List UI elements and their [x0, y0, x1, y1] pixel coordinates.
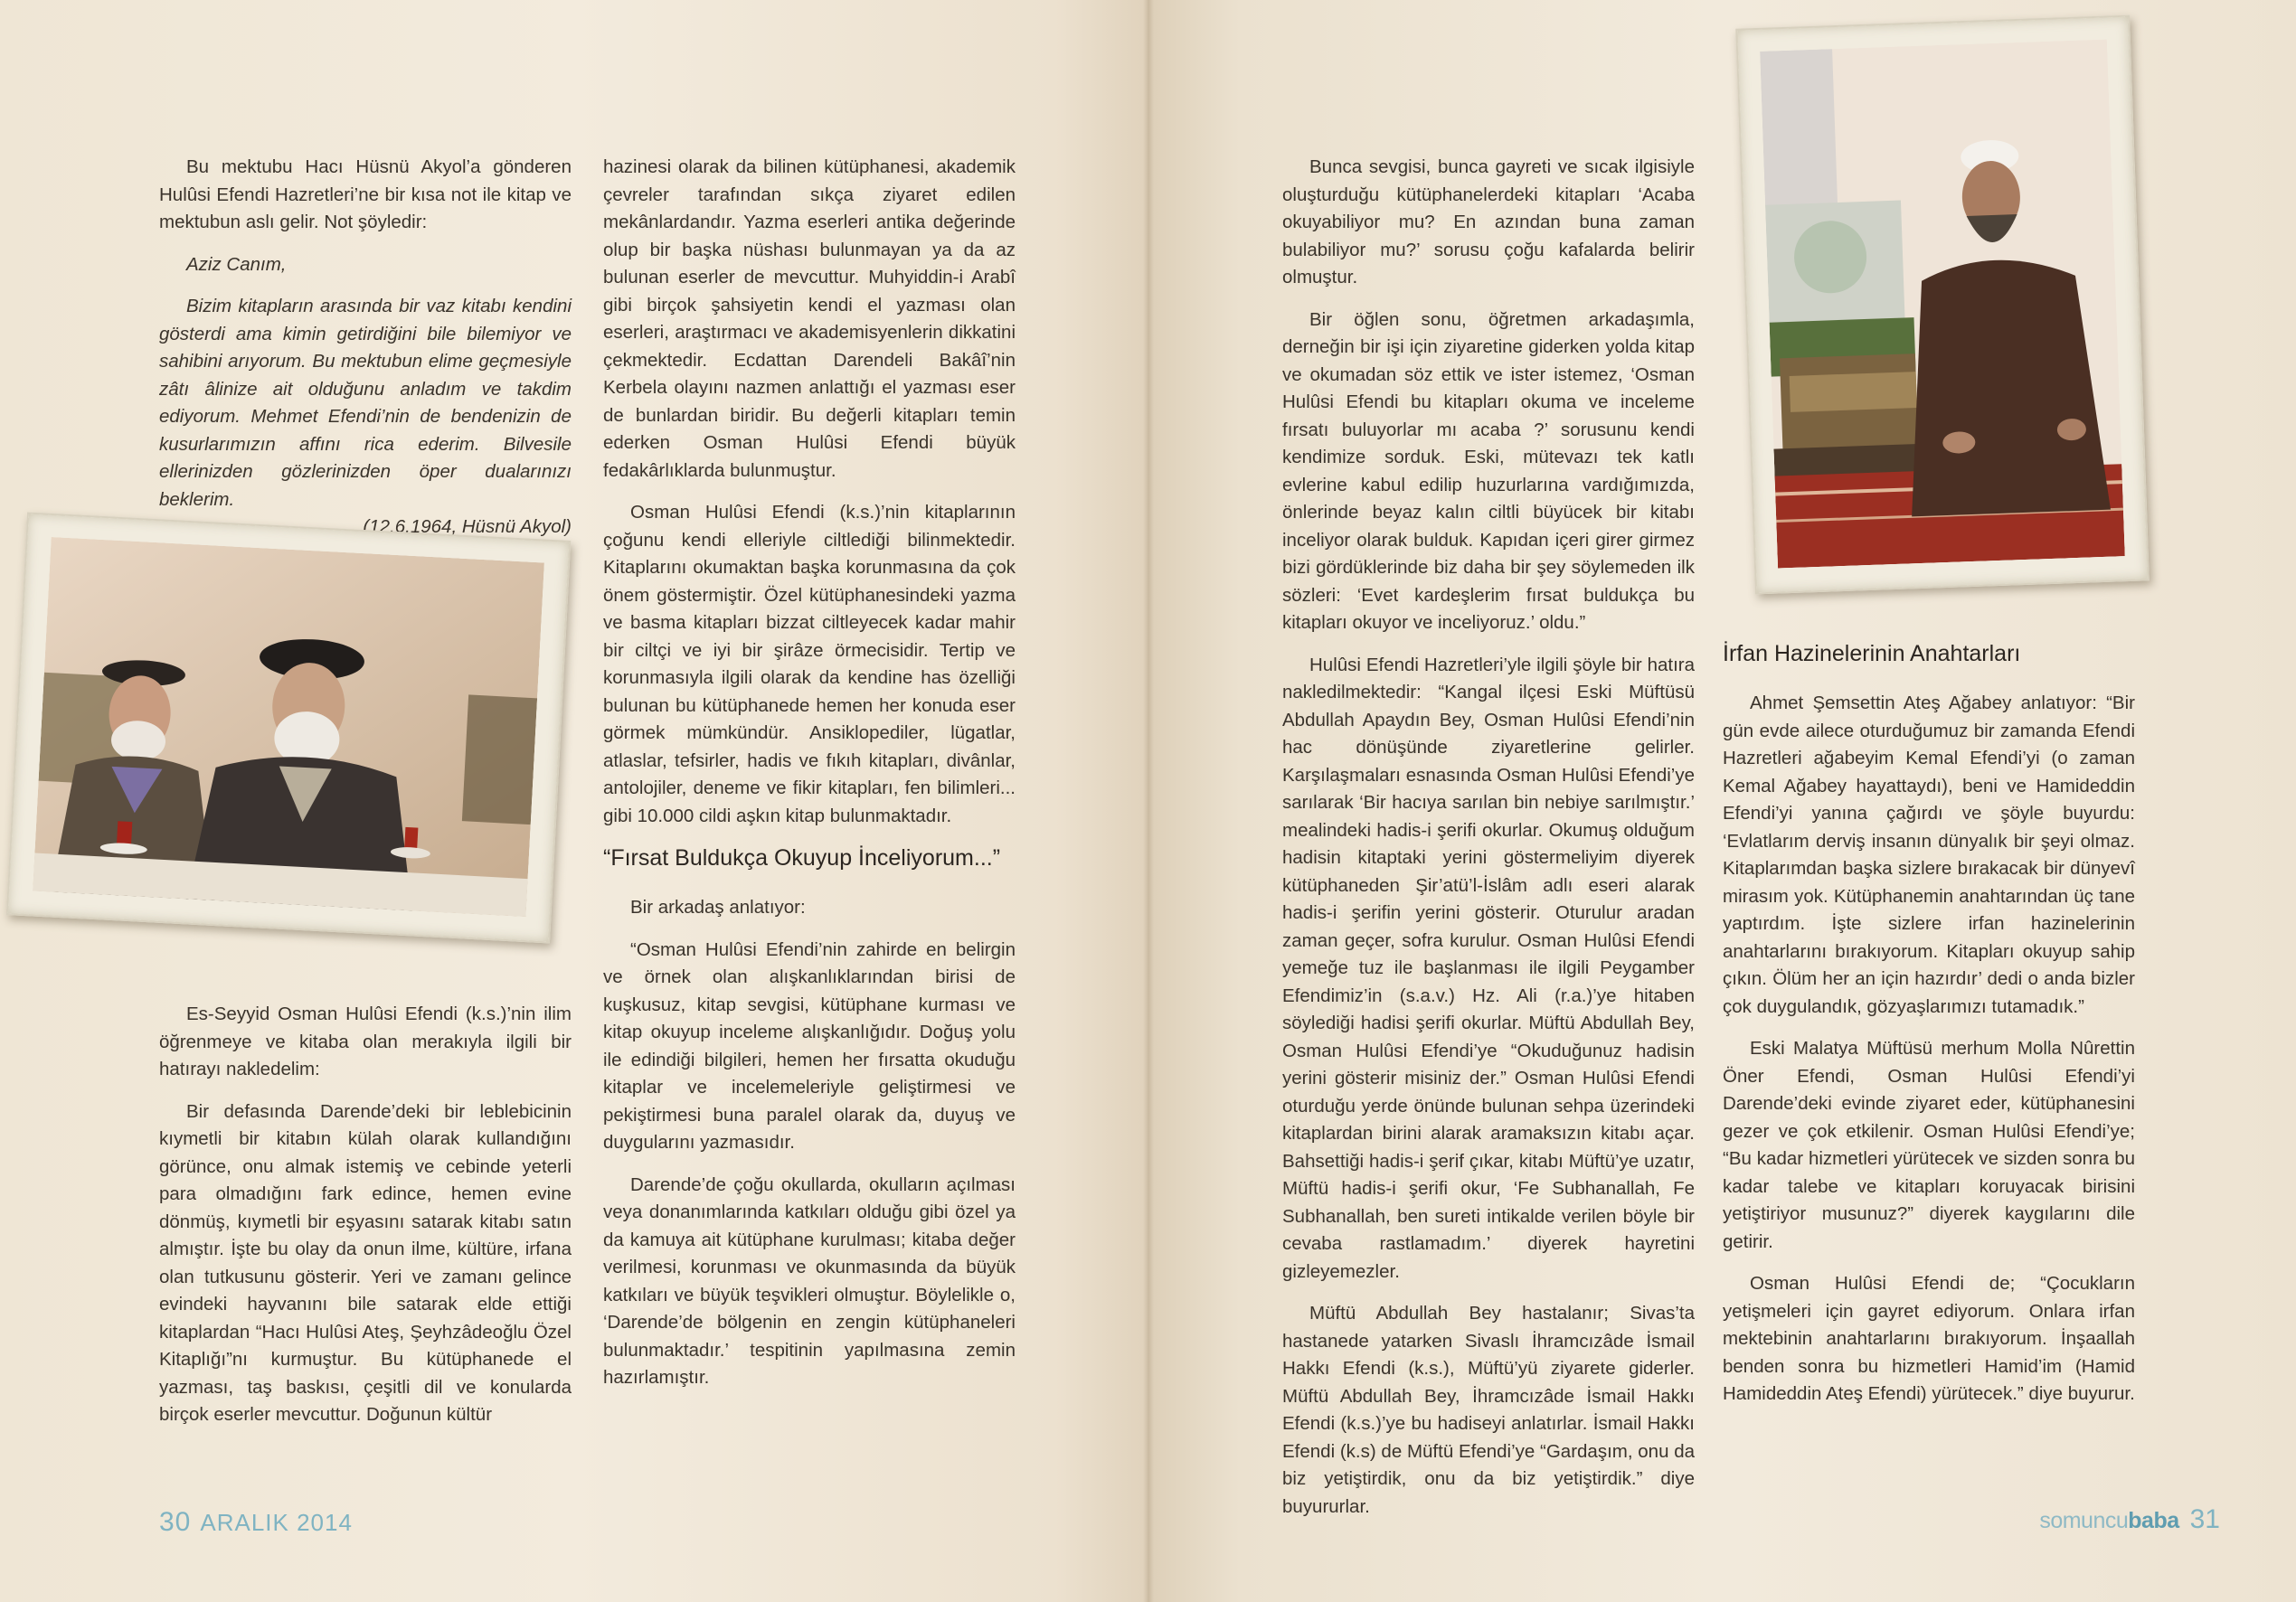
photo-two-men-frame	[6, 513, 572, 944]
paragraph: Ahmet Şemsettin Ateş Ağabey anlatıyor: “Bir gün evde ailece oturduğumuz bir zamanda Efendi Hazretleri ağabeyim Kemal Efendi’yi (o zaman Kemal Ağabey hayattaydı), beni ve Hamideddin Efendi’yi yanına çağırdı ve şöyle buyurdu: ‘Evlatlarım derviş insanın dünyalık bir şeyi olmaz. Kitaplarımdan başka sizlere bırakacak bir dünyevî mirasım yok. Kütüphanemin anahtarından üç tane yaptırdım. İşte sizlere irfan hazinelerinin anahtarlarını bırakıyorum. Kitapları okuyup sahip çıkın. Ölüm her an için hazırdır’ dedi o anda bizler çok duygulandık, gözyaşlarımızı tutamadık.”	[1723, 693, 2135, 1017]
left-col1-top	[159, 154, 572, 556]
photo-seated-man	[1760, 39, 2125, 568]
photo-seated-man-frame	[1735, 15, 2150, 595]
paragraph: hazinesi olarak da bilinen kütüphanesi, akademik çevreler tarafından sıkça ziyaret edilen mekânlardandır. Yazma eserleri antika değerinde olup bir başka nüshası bulunmayan ya da az bulunan eserler de mevcuttur. Muhyiddin-i Arabî gibi birçok şahsiyetin kendi el yazması olan eserleri, araştırmacı ve akademisyenlerin dikkatini çekmektedir. Ecdattan Darendeli Bakâî’nin Kerbela olayını nazmen anlattığı el yazması eser de bunlardan biridir. Bu değerli kitapları temin ederken Osman Hulûsi Efendi büyük fedakârlıklarda bulunmuştur.	[603, 156, 1016, 481]
logo-light: somuncu	[2039, 1508, 2129, 1533]
issue-date: ARALIK 2014	[200, 1509, 353, 1536]
folio-right	[2039, 1504, 2220, 1535]
letter-signature: (12.6.1964, Hüsnü Akyol)	[363, 516, 572, 537]
right-col2	[1723, 631, 2135, 1423]
paragraph: “Osman Hulûsi Efendi’nin zahirde en belirgin ve örnek olan alışkanlıklarından birisi de kuşkusuz, kitap sevgisi, kütüphane kurması ve kitap okuyup inceleme alışkanlığıdır. Doğuş yolu ile edindiği bilgileri, hemen her fırsatta okuduğu kitaplar ve incelemeleriyle geliştirmesi ve pekiştirmesi buna paralel olarak da, duyuş ve duygularını yazmasıdır.	[603, 938, 1016, 1153]
logo-bold: baba	[2128, 1508, 2179, 1533]
paragraph: Es-Seyyid Osman Hulûsi Efendi (k.s.)’nin ilim öğrenmeye ve kitaba olan merakıyla ilgili bir hatırayı nakledelim:	[159, 1004, 572, 1079]
gutter	[1143, 0, 1154, 1602]
section-heading: İrfan Hazinelerinin Anahtarları	[1723, 641, 2021, 666]
folio-left	[159, 1507, 353, 1538]
paragraph: Bir defasında Darende’deki bir leblebicinin kıymetli bir kitabın külah olarak kullandığını görünce, onu almak istemiş ve cebinde yeterli para olmadığını fark edince, hemen evine dönmüş, kıymetli bir eşyasını satarak kitabı satın almıştır. İşte bu olay da onun ilme, kültüre, irfana olan tutkusunu gösterir. Yeri ve zamanı gelince evindeki hayvanını bile satarak elde ettiği kitaplardan “Hacı Hulûsi Ateş, Şeyhzâdeoğlu Özel Kitaplığı”nı kurmuştur. Bu kütüphanede el yazması, taş baskısı, çeşitli dil ve konularda birçok eserler mevcuttur. Doğunun kültür	[159, 1100, 572, 1425]
right-col1	[1282, 154, 1695, 1535]
letter-salutation: Aziz Canım,	[186, 253, 287, 275]
paragraph: Bir arkadaş anlatıyor:	[630, 897, 806, 918]
page-number: 30	[159, 1507, 192, 1537]
paragraph: Eski Malatya Müftüsü merhum Molla Nûrettin Öner Efendi, Osman Hulûsi Efendi’yi Darende’deki evinde ziyaret eder, kütüphanesini gezer ve çok etkilenir. Osman Hulûsi Efendi’ye; “Bu kadar hizmetleri yürütecek ve sizden sonra bu kadar talebe ve kitapları koruyacak birisini yetiştiriyor musunuz?” diyerek kaygılarını dile getirir.	[1723, 1038, 2135, 1252]
paragraph: Müftü Abdullah Bey hastalanır; Sivas’ta hastanede yatarken Sivaslı İhramcızâde İsmail Hakkı Efendi (k.s.), Müftü’yü ziyarete giderler. Müftü Abdullah Bey, İhramcızâde İsmail Hakkı Efendi (k.s.)’ye bu hadiseyi anlatırlar. İsmail Hakkı Efendi (k.s) de Müftü Efendi’ye “Gardaşım, onu da biz yetiştirdik, onu da biz yetiştirdik.” diye buyururlar.	[1282, 1303, 1695, 1517]
paragraph: Bu mektubu Hacı Hüsnü Akyol’a gönderen Hulûsi Efendi Hazretleri’ne bir kısa not ile kitap ve mektubun aslı gelir. Not şöyledir:	[159, 156, 572, 232]
left-col2	[603, 154, 1016, 1407]
left-col1-bottom	[159, 1001, 572, 1444]
paragraph: Hulûsi Efendi Hazretleri’yle ilgili şöyle bir hatıra nakledilmektedir: “Kangal ilçesi Eski Müftüsü Abdullah Apaydın Bey, Osman Hulûsi Efendi’nin hac dönüşünde ziyaretlerine gelirler. Karşılaşmaları esnasında Osman Hulûsi Efendi’ye sarılarak ‘Bir hacıya sarılan bin nebiye sarılmıştır.’ mealindeki hadis-i şerifi okurlar. Okumuş olduğum hadisin kitaptaki yerini göstermeliyim diyerek kütüphaneden Şir’atü’l-İslâm adlı eseri alarak hadis-i şerifin yerini gösterir. Oturulur aradan zaman geçer, sofra kurulur. Osman Hulûsi Efendi yemeğe tuz ile başlanması ile ilgili Peygamber Efendimiz’in (s.a.v.) Hz. Ali (r.a.)’ye hitaben söylediği hadisi şerifi okurlar. Müftü Abdullah Bey, Osman Hulûsi Efendi’ye “Okuduğunuz hadisin yerini gösterir misiniz der.” Osman Hulûsi Efendi oturduğu yerde önünde bulunan sehpa üzerindeki kitaplardan birini alarak aramaksızın kitabı açar. Bahsettiği hadis-i şerif çıkar, kitabı Müftü’ye uzatır, Müftü hadis-i şerifi okur, ‘Fe Subhanallah, Fe Subhanallah, ben sureti intikalde verilen böyle bir cevaba rastlamadım.’ diyerek hayretini gizleyemezler.	[1282, 654, 1695, 1282]
paragraph: Osman Hulûsi Efendi (k.s.)’nin kitaplarının çoğunu kendi elleriyle ciltlediği bilinmektedir. Kitaplarını okumaktan başka korunmasına da çok önem göstermiştir. Özel kütüphanesindeki yazma ve basma kitapları bizzat ciltleyecek kadar mahir bir ciltçi ve iyi bir şirâze örmecisidir. Tertip ve korunmasıyla ilgili olarak da kendine has özelliği bulunan bu kütüphanede hemen her konuda eser görmek mümkündür. Ansiklopediler, lügatlar, atlaslar, tefsirler, hadis ve fıkıh kitapları, divânlar, antolojiler, deneme ve fikir kitapları, fen bilimleri... gibi 10.000 cildi aşkın kitap bulunmaktadır.	[603, 502, 1016, 826]
paragraph: Darende’de çoğu okullarda, okulların açılması veya donanımlarında katkıları olduğu gibi özel ya da kamuya ait kütüphane kurulması; kitaba değer verilmesi, korunması ve okunmasında da büyük katkıları ve büyük teşvikleri olmuştur. Böylelikle o, ‘Darende’de bölgenin en zengin kütüphaneleri bulunmaktadır.’ tespitinin yapılmasına zemin hazırlamıştır.	[603, 1173, 1016, 1388]
magazine-logo	[2039, 1508, 2178, 1533]
photo-two-men	[33, 537, 544, 917]
section-heading: “Fırsat Buldukça Okuyup İnceliyorum...”	[603, 845, 1001, 871]
paragraph: Bir öğlen sonu, öğretmen arkadaşımla, derneğin bir işi için ziyaretine giderken yolda kitap ve okumadan söz ettik ve ister istemez, ‘Osman Hulûsi Efendi bu kitapları okuma ve inceleme fırsatı buluyorlar mı acaba ?’ sorusunu kendi kendimize sorduk. Eski, mütevazı tek katlı evlerine kabul edilip huzurlarına vardığımızda, önlerinde beyaz kalın ciltli büyücek bir kitabı inceliyor olarak bulduk. Kapıdan içeri girer girmez bizi gördüklerinde biz daha bir şey söylemeden ilk sözleri: ‘Evet kardeşlerim fırsat buldukça bu kitapları okuyor ve inceliyoruz.’ oldu.”	[1282, 308, 1695, 633]
page-number: 31	[2189, 1504, 2220, 1534]
letter-body: Bizim kitapların arasında bir vaz kitabı kendini gösterdi ama kimin getirdiğini bile bilemiyor ve sahibini arıyorum. Bu mektubun elime geçmesiyle zâtı âlinize ait olduğunu anladım ve takdim ediyorum. Mehmet Efendi’nin de bendenizin de kusurlarımızın affını rica ederim. Bilvesile ellerinizden gözlerinizden öper dualarınızı beklerim.	[159, 296, 572, 510]
paragraph: Bunca sevgisi, bunca gayreti ve sıcak ilgisiyle oluşturduğu kütüphanelerdeki kitapları ‘Acaba okuyabiliyor mu? En azından buna zaman bulabiliyor mu?’ sorusu çoğu kafalarda belirir olmuştur.	[1282, 156, 1695, 287]
paragraph: Osman Hulûsi Efendi de; “Çocukların yetişmeleri için gayret ediyorum. Onlara irfan mektebinin anahtarlarını bırakıyorum. İnşaallah benden sonra bu hizmetleri Hamid’im (Hamid Hamideddin Ateş Efendi) yürütecek.” diye buyurur.	[1723, 1273, 2135, 1404]
